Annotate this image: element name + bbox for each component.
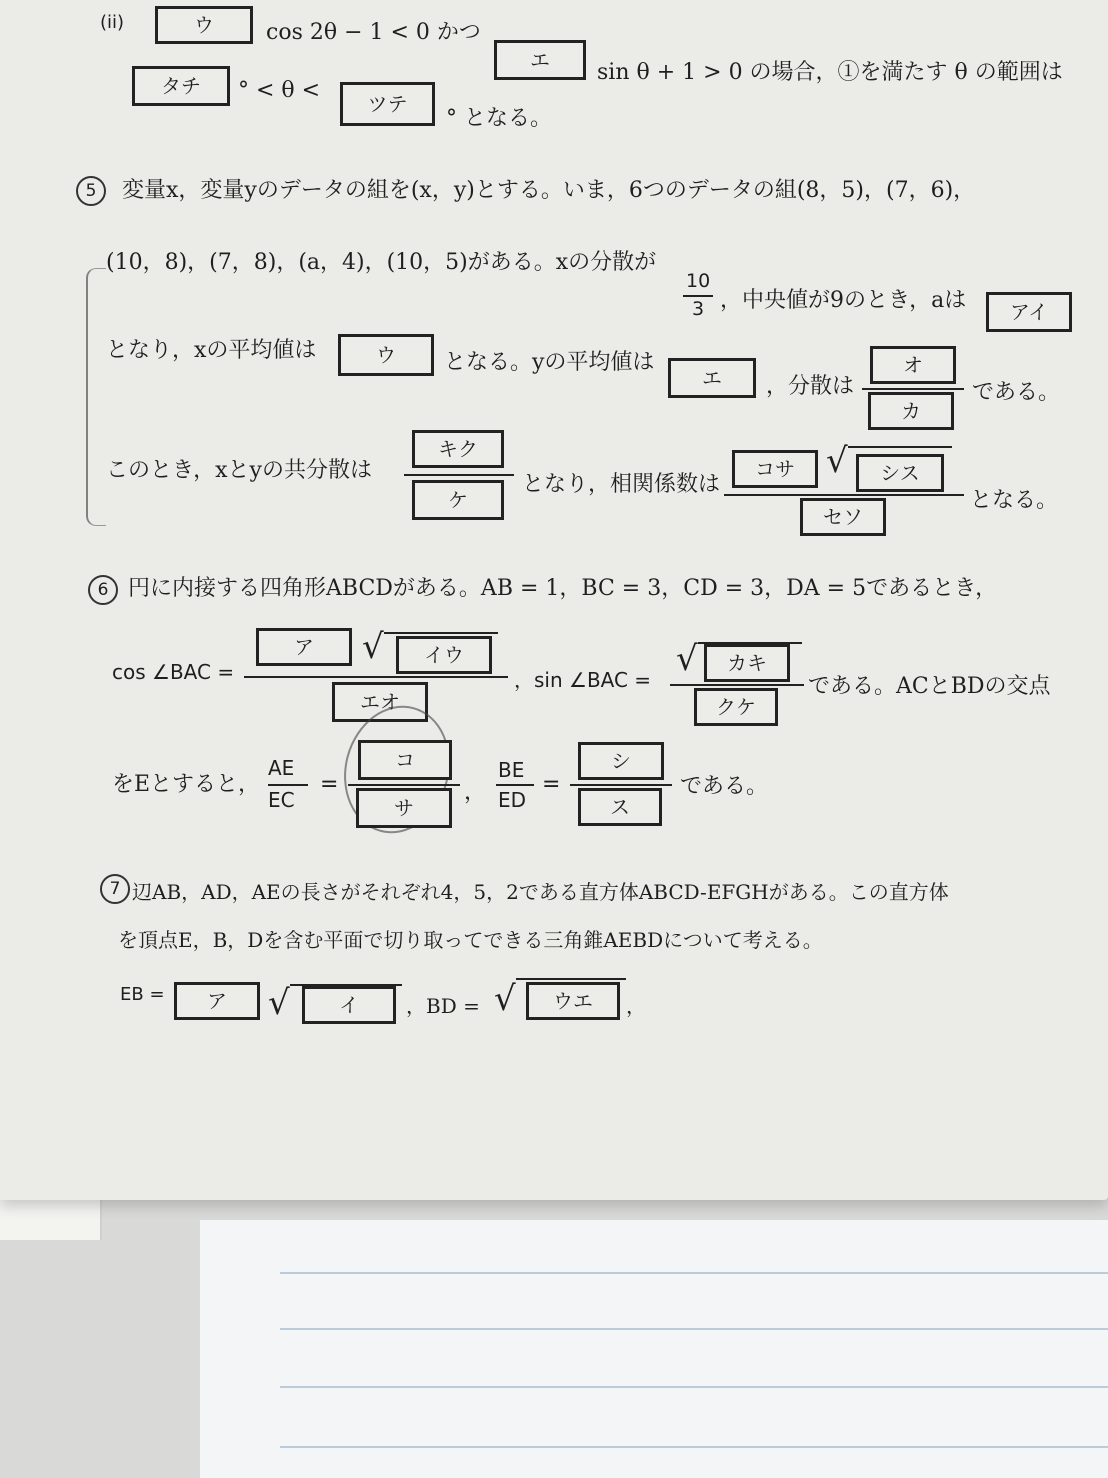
q7-tail: ， <box>626 994 646 1018</box>
be-ed-fraction-bar <box>496 784 534 786</box>
sqrt-sign-icon: √ <box>826 441 848 481</box>
ruled-line <box>280 1386 1108 1388</box>
answer-box-ke[interactable]: ケ <box>412 480 504 520</box>
be-numerator: BE <box>498 758 525 782</box>
cos-fraction-bar <box>244 676 508 678</box>
q5-line-4b: となり，相関係数は <box>522 472 721 497</box>
ec-denominator: EC <box>268 788 295 812</box>
ruled-line <box>280 1446 1108 1448</box>
q7-line-1: 辺AB，AD，AEの長さがそれぞれ4，5，2である直方体ABCD-EFGHがある。この直方体 <box>132 880 949 904</box>
answer-box-e[interactable]: エ <box>494 40 586 80</box>
answer-box-e-5[interactable]: エ <box>668 358 756 398</box>
answer-box-tachi[interactable]: タチ <box>132 66 230 106</box>
q5-line-3a: となり，xの平均値は <box>106 338 317 363</box>
question-5-number: 5 <box>76 176 106 206</box>
answer-box-a-6[interactable]: ア <box>256 628 352 666</box>
answer-box-ue[interactable]: ウエ <box>526 982 620 1020</box>
variance-y-fraction-bar <box>862 388 964 390</box>
ae-numerator: AE <box>268 756 295 780</box>
q5-line-3b: となる。yの平均値は <box>444 350 655 375</box>
q6-line-3a: をEとすると， <box>112 772 261 797</box>
answer-box-kiku[interactable]: キク <box>412 430 504 468</box>
ruled-line <box>280 1328 1108 1330</box>
answer-box-ka[interactable]: カ <box>868 392 954 430</box>
sqrt-sign-icon: √ <box>268 983 290 1023</box>
sqrt-vinculum <box>516 978 626 980</box>
sqrt-sign-icon: √ <box>494 979 516 1019</box>
equals-sign: = <box>542 772 561 797</box>
answer-box-ai[interactable]: アイ <box>986 292 1072 332</box>
sin-label: ，sin ∠BAC = <box>514 668 652 692</box>
sqrt-sign-icon: √ <box>362 627 384 667</box>
sqrt-sign-icon: √ <box>676 639 698 679</box>
answer-box-su[interactable]: ス <box>578 788 662 826</box>
answer-box-eo[interactable]: エオ <box>332 682 428 722</box>
answer-box-a-7[interactable]: ア <box>174 982 260 1020</box>
answer-box-tsute[interactable]: ツテ <box>340 82 435 126</box>
bd-label: ，BD = <box>406 994 480 1018</box>
q5-line-4a: このとき，xとyの共分散は <box>106 458 372 483</box>
answer-box-o[interactable]: オ <box>870 346 956 384</box>
q6-line-1: 円に内接する四角形ABCDがある。AB = 1，BC = 3，CD = 3，DA = 5であるとき， <box>128 576 998 601</box>
answer-box-shi[interactable]: シ <box>578 742 664 780</box>
be-ed-ratio-bar <box>570 784 672 786</box>
answer-box-kaki[interactable]: カキ <box>704 644 790 682</box>
q5-line-3d: である。 <box>972 380 1061 405</box>
q-ii-condition-2: sin θ + 1 > 0 の場合，①を満たす θ の範囲は <box>597 60 1063 85</box>
q5-line-1: 変量x，変量yのデータの組を(x，y)とする。いま，6つのデータの組(8，5)，(7，6)， <box>122 178 976 203</box>
q-ii-range-text: ° < θ < <box>238 78 321 103</box>
sqrt-vinculum <box>848 446 952 448</box>
ed-denominator: ED <box>498 788 527 812</box>
q5-line-2b: ，中央値が9のとき，aは <box>720 288 967 313</box>
question-7-number: 7 <box>100 874 130 904</box>
answer-box-ko[interactable]: コ <box>358 740 452 780</box>
separator-comma: ， <box>464 780 487 805</box>
cos-label: cos ∠BAC = <box>112 660 235 684</box>
eb-label: EB = <box>120 984 165 1005</box>
variance-fraction-bar <box>683 295 713 297</box>
sqrt-vinculum <box>384 632 498 634</box>
answer-box-seso[interactable]: セソ <box>800 498 886 536</box>
equals-sign: = <box>320 772 339 797</box>
covariance-fraction-bar <box>404 474 514 476</box>
answer-box-kosa[interactable]: コサ <box>732 450 818 488</box>
q5-line-2: (10，8)，(7，8)，(a，4)，(10，5)がある。xの分散が <box>106 250 657 275</box>
q-ii-condition-1: cos 2θ − 1 < 0 かつ <box>266 20 481 45</box>
ruled-line <box>280 1272 1108 1274</box>
q-ii-end-text: ° となる。 <box>446 106 552 131</box>
sin-fraction-bar <box>670 684 804 686</box>
ae-ec-fraction-bar <box>268 784 308 786</box>
variance-denominator: 3 <box>692 298 705 320</box>
q-ii-label: (ii) <box>100 12 125 33</box>
answer-box-iu[interactable]: イウ <box>396 636 492 674</box>
answer-box-sa[interactable]: サ <box>356 788 452 828</box>
q5-line-4c: となる。 <box>970 488 1059 513</box>
answer-box-u-5[interactable]: ウ <box>338 334 434 376</box>
pencil-bracket <box>86 268 106 526</box>
q6-line-3b: である。 <box>680 774 769 799</box>
correlation-fraction-bar <box>724 494 964 496</box>
q6-line-2: である。ACとBDの交点 <box>808 674 1051 699</box>
notebook-below <box>200 1220 1108 1478</box>
answer-box-u[interactable]: ウ <box>155 6 253 44</box>
question-6-number: 6 <box>88 575 118 605</box>
answer-box-shisu[interactable]: シス <box>856 454 944 492</box>
q7-line-2: を頂点E，B，Dを含む平面で切り取ってできる三角錐AEBDについて考える。 <box>118 928 823 952</box>
q5-line-3c: ，分散は <box>766 374 855 399</box>
answer-box-i-7[interactable]: イ <box>302 986 396 1024</box>
answer-box-kuke[interactable]: クケ <box>694 688 778 726</box>
ratio-fraction-bar <box>348 784 460 786</box>
variance-numerator: 10 <box>686 270 711 292</box>
